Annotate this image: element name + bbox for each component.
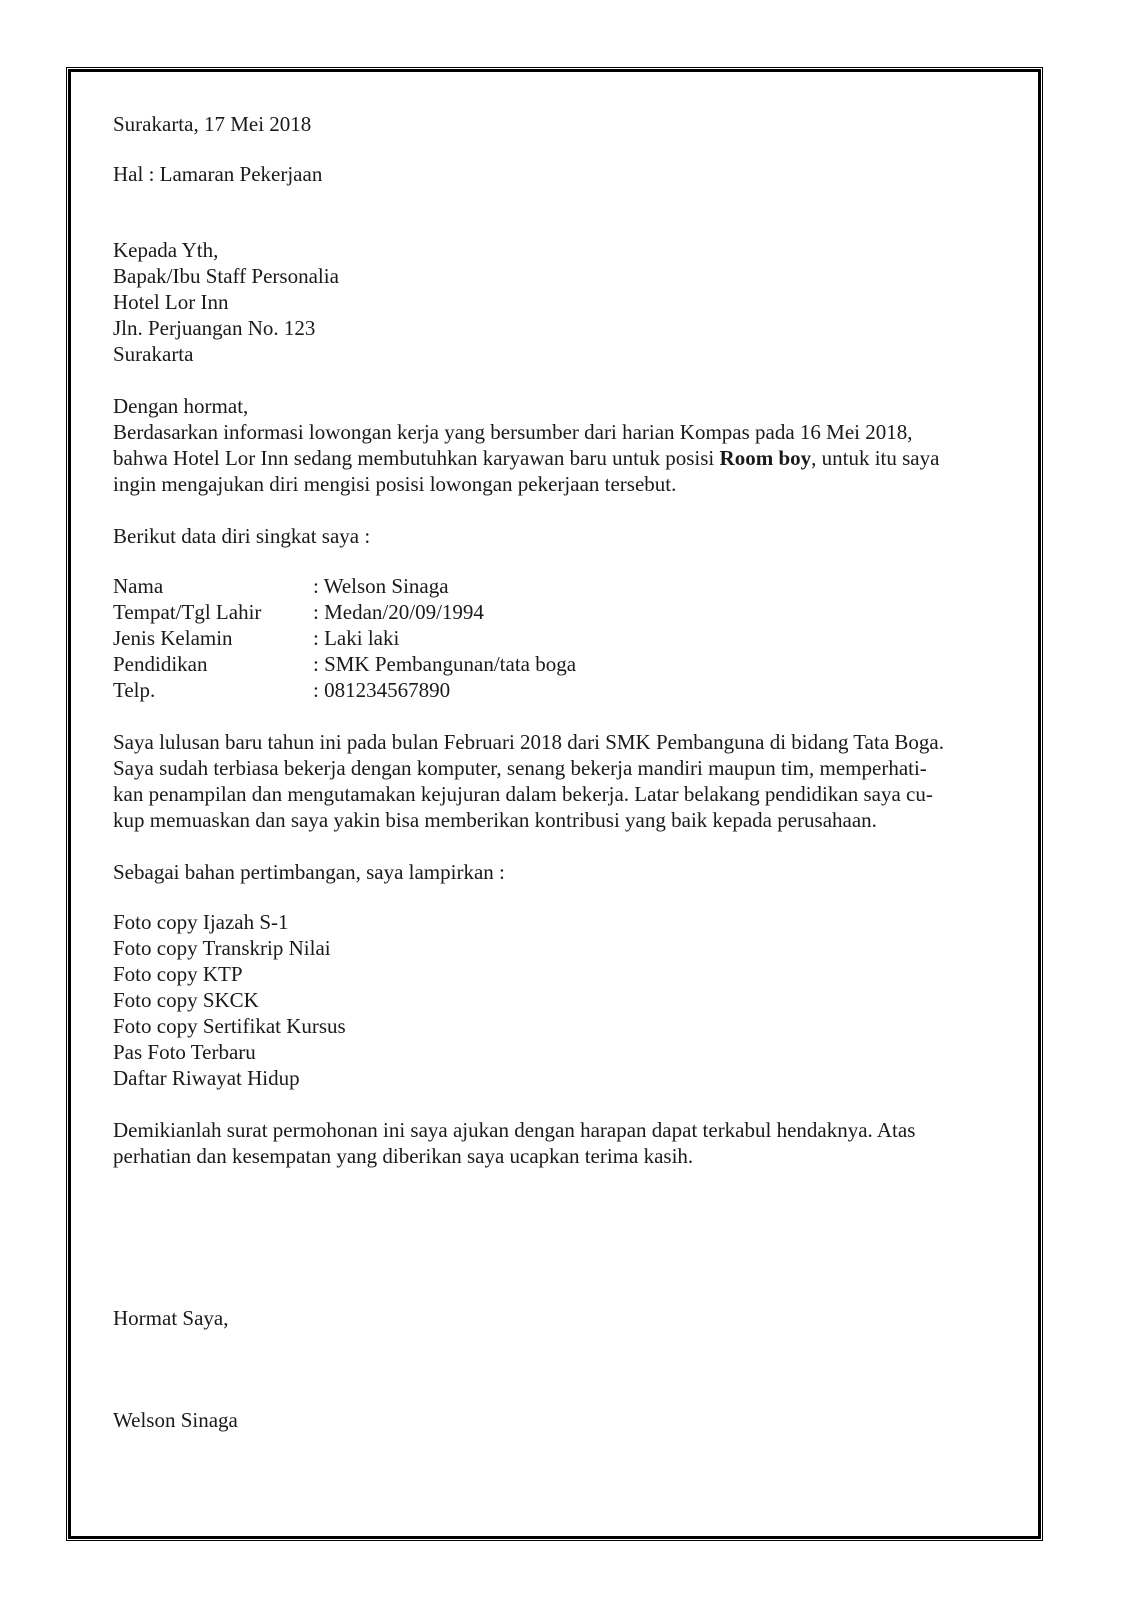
data-label: Jenis Kelamin (113, 626, 233, 650)
intro-line: Berdasarkan informasi lowongan kerja yang bersumber dari harian Kompas pada 16 Mei 2018, (113, 420, 913, 444)
recipient-address (113, 237, 1013, 367)
recipient-line: Surakarta (113, 342, 194, 366)
body-line: kan penampilan dan mengutamakan kejujuran dalam bekerja. Latar belakang pendidikan saya cu- (113, 782, 933, 806)
intro-paragraph (113, 419, 1013, 497)
personal-data-table (113, 573, 576, 703)
data-intro: Berikut data diri singkat saya : (113, 524, 371, 548)
body-paragraph (113, 729, 1013, 833)
salutation: Dengan hormat, (113, 394, 249, 418)
recipient-line: Kepada Yth, (113, 238, 219, 262)
data-label: Nama (113, 574, 164, 598)
intro-line: ingin mengajukan diri mengisi posisi lowongan pekerjaan tersebut. (113, 472, 677, 496)
data-value: : Welson Sinaga (313, 574, 449, 598)
table-row (113, 651, 576, 677)
list-item: Foto copy SKCK (113, 988, 259, 1012)
signer-name: Welson Sinaga (113, 1408, 238, 1432)
list-item: Pas Foto Terbaru (113, 1040, 256, 1064)
list-item: Foto copy Ijazah S-1 (113, 910, 289, 934)
data-value: : 081234567890 (313, 678, 451, 702)
position-name: Room boy (719, 446, 812, 470)
recipient-line: Hotel Lor Inn (113, 290, 229, 314)
letter-body (113, 111, 1013, 1433)
table-row (113, 573, 576, 599)
table-row (113, 677, 576, 703)
data-value: : SMK Pembangunan/tata boga (313, 652, 577, 676)
intro-text-before: bahwa Hotel Lor Inn sedang membutuhkan karyawan baru untuk posisi (113, 446, 720, 470)
data-label: Telp. (113, 678, 156, 702)
table-row (113, 599, 576, 625)
list-item: Foto copy KTP (113, 962, 243, 986)
attachments-list (113, 909, 1013, 1091)
body-line: kup memuaskan dan saya yakin bisa memberikan kontribusi yang baik kepada perusahaan. (113, 808, 877, 832)
table-row (113, 625, 576, 651)
recipient-line: Jln. Perjuangan No. 123 (113, 316, 316, 340)
regards: Hormat Saya, (113, 1306, 229, 1330)
body-line: Saya lulusan baru tahun ini pada bulan Februari 2018 dari SMK Pembanguna di bidang Tata Boga. (113, 730, 944, 754)
body-line: Saya sudah terbiasa bekerja dengan komputer, senang bekerja mandiri maupun tim, memperhati- (113, 756, 927, 780)
recipient-line: Bapak/Ibu Staff Personalia (113, 264, 339, 288)
subject-line: Hal : Lamaran Pekerjaan (113, 162, 323, 186)
data-label: Tempat/Tgl Lahir (113, 600, 262, 624)
list-item: Foto copy Transkrip Nilai (113, 936, 331, 960)
closing-line: Demikianlah surat permohonan ini saya ajukan dengan harapan dapat terkabul hendaknya. Atas (113, 1118, 916, 1142)
data-label: Pendidikan (113, 652, 208, 676)
attachments-intro: Sebagai bahan pertimbangan, saya lampirkan : (113, 860, 505, 884)
closing-line: perhatian dan kesempatan yang diberikan saya ucapkan terima kasih. (113, 1144, 694, 1168)
intro-text-after: , untuk itu saya (811, 446, 940, 470)
list-item: Foto copy Sertifikat Kursus (113, 1014, 346, 1038)
date-line: Surakarta, 17 Mei 2018 (113, 112, 312, 136)
data-value: : Laki laki (313, 626, 400, 650)
list-item: Daftar Riwayat Hidup (113, 1066, 300, 1090)
closing-paragraph (113, 1117, 1013, 1169)
data-value: : Medan/20/09/1994 (313, 600, 484, 624)
intro-line (113, 445, 1013, 471)
